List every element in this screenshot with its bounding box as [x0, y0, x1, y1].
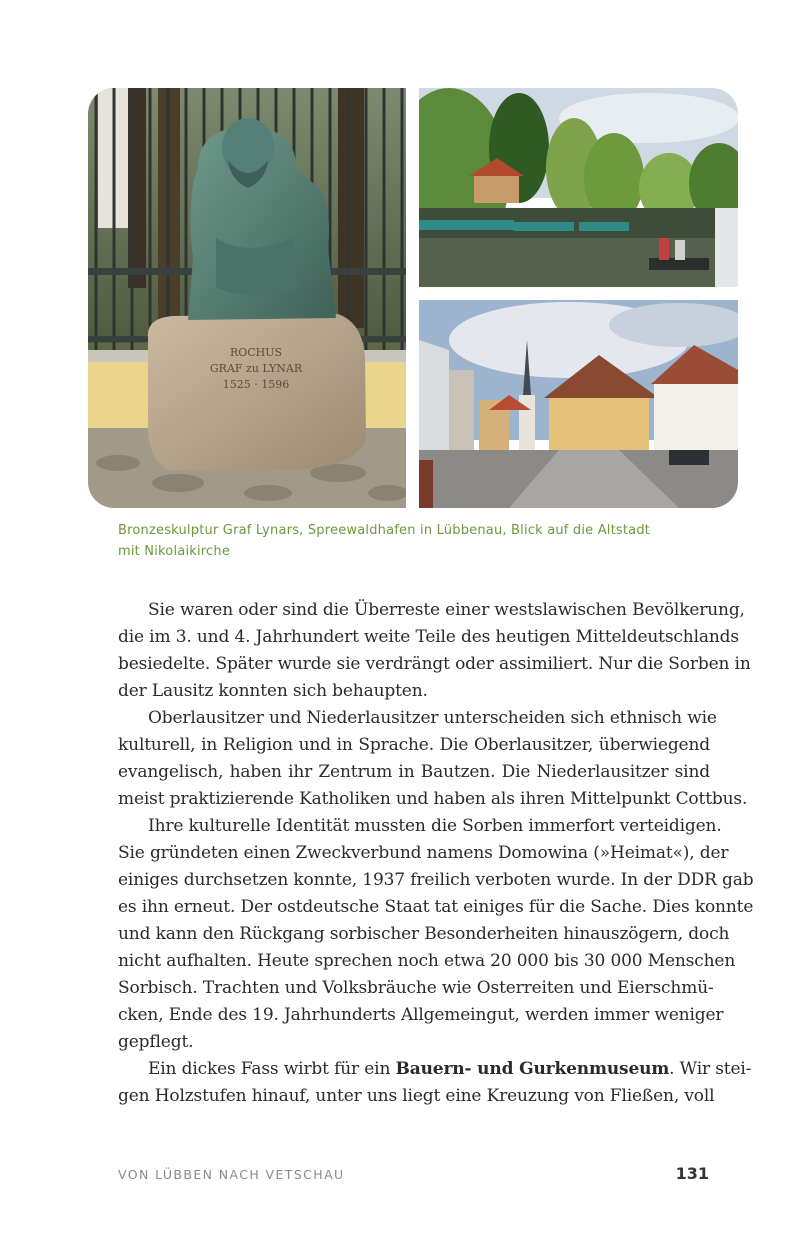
text-line: nicht aufhalten. Heute sprechen noch etwa 20 000 bis 30 000 Menschen	[118, 951, 736, 971]
text-line: evangelisch, haben ihr Zentrum in Bautzen. Die Niederlausitzer sind	[118, 762, 710, 782]
text-line: Sie gründeten einen Zweckverbund namens Domowina (»Heimat«), der	[118, 843, 729, 863]
text-line: Sie waren oder sind die Überreste einer westslawischen Bevölkerung,	[148, 600, 745, 620]
running-footer-chapter: VON LÜBBEN NACH VETSCHAU	[118, 1167, 345, 1182]
photo-altstadt-nikolaikirche	[419, 300, 738, 508]
text-line: meist praktizierende Katholiken und haben als ihren Mittelpunkt Cottbus.	[118, 789, 748, 809]
text-line: kulturell, in Religion und in Sprache. Die Oberlausitzer, überwiegend	[118, 735, 710, 755]
text-line: einiges durchsetzen konnte, 1937 freilich verboten wurde. In der DDR gab	[118, 870, 754, 890]
text-line: cken, Ende des 19. Jahrhunderts Allgemeingut, werden immer weniger	[118, 1005, 724, 1025]
text-fragment: Ein dickes Fass wirbt für ein	[148, 1059, 396, 1079]
plaque-line-3: 1525 · 1596	[222, 378, 290, 391]
text-line: Sorbisch. Trachten und Volksbräuche wie Osterreiten und Eierschmü-	[118, 978, 714, 998]
museum-name: Bauern- und Gurkenmuseum	[395, 1059, 670, 1079]
photo-collage	[88, 88, 738, 508]
text-line-museum	[118, 1056, 752, 1083]
body-text	[118, 597, 754, 1110]
text-line: besiedelte. Später wurde sie verdrängt oder assimiliert. Nur die Sorben in	[118, 654, 751, 674]
text-line: Oberlausitzer und Niederlausitzer unterscheiden sich ethnisch wie	[148, 708, 717, 728]
text-line: die im 3. und 4. Jahrhundert weite Teile des heutigen Mitteldeutschlands	[118, 627, 739, 647]
text-line: Ihre kulturelle Identität mussten die Sorben immerfort verteidigen.	[148, 816, 722, 836]
text-line: gen Holzstufen hinauf, unter uns liegt eine Kreuzung von Fließen, voll	[118, 1086, 715, 1106]
caption-line-2: mit Nikolaikirche	[118, 544, 231, 559]
photo-spreewaldhafen	[419, 88, 738, 287]
text-line: der Lausitz konnten sich behaupten.	[118, 681, 428, 701]
plaque-line-2: GRAF zu LYNAR	[209, 362, 303, 375]
caption-line-1: Bronzeskulptur Graf Lynars, Spreewaldhafen in Lübbenau, Blick auf die Altstadt	[118, 523, 651, 538]
photo-caption	[118, 520, 718, 562]
page-number: 131	[675, 1164, 709, 1183]
plaque-line-1: ROCHUS	[229, 346, 283, 359]
text-line: und kann den Rückgang sorbischer Besonderheiten hinauszögern, doch	[118, 924, 730, 944]
text-fragment: . Wir stei-	[669, 1059, 752, 1079]
text-line: es ihn erneut. Der ostdeutsche Staat tat einiges für die Sache. Dies konnte	[118, 897, 754, 917]
text-line: gepflegt.	[118, 1032, 194, 1052]
photo-statue-graf-lynar	[88, 88, 406, 508]
